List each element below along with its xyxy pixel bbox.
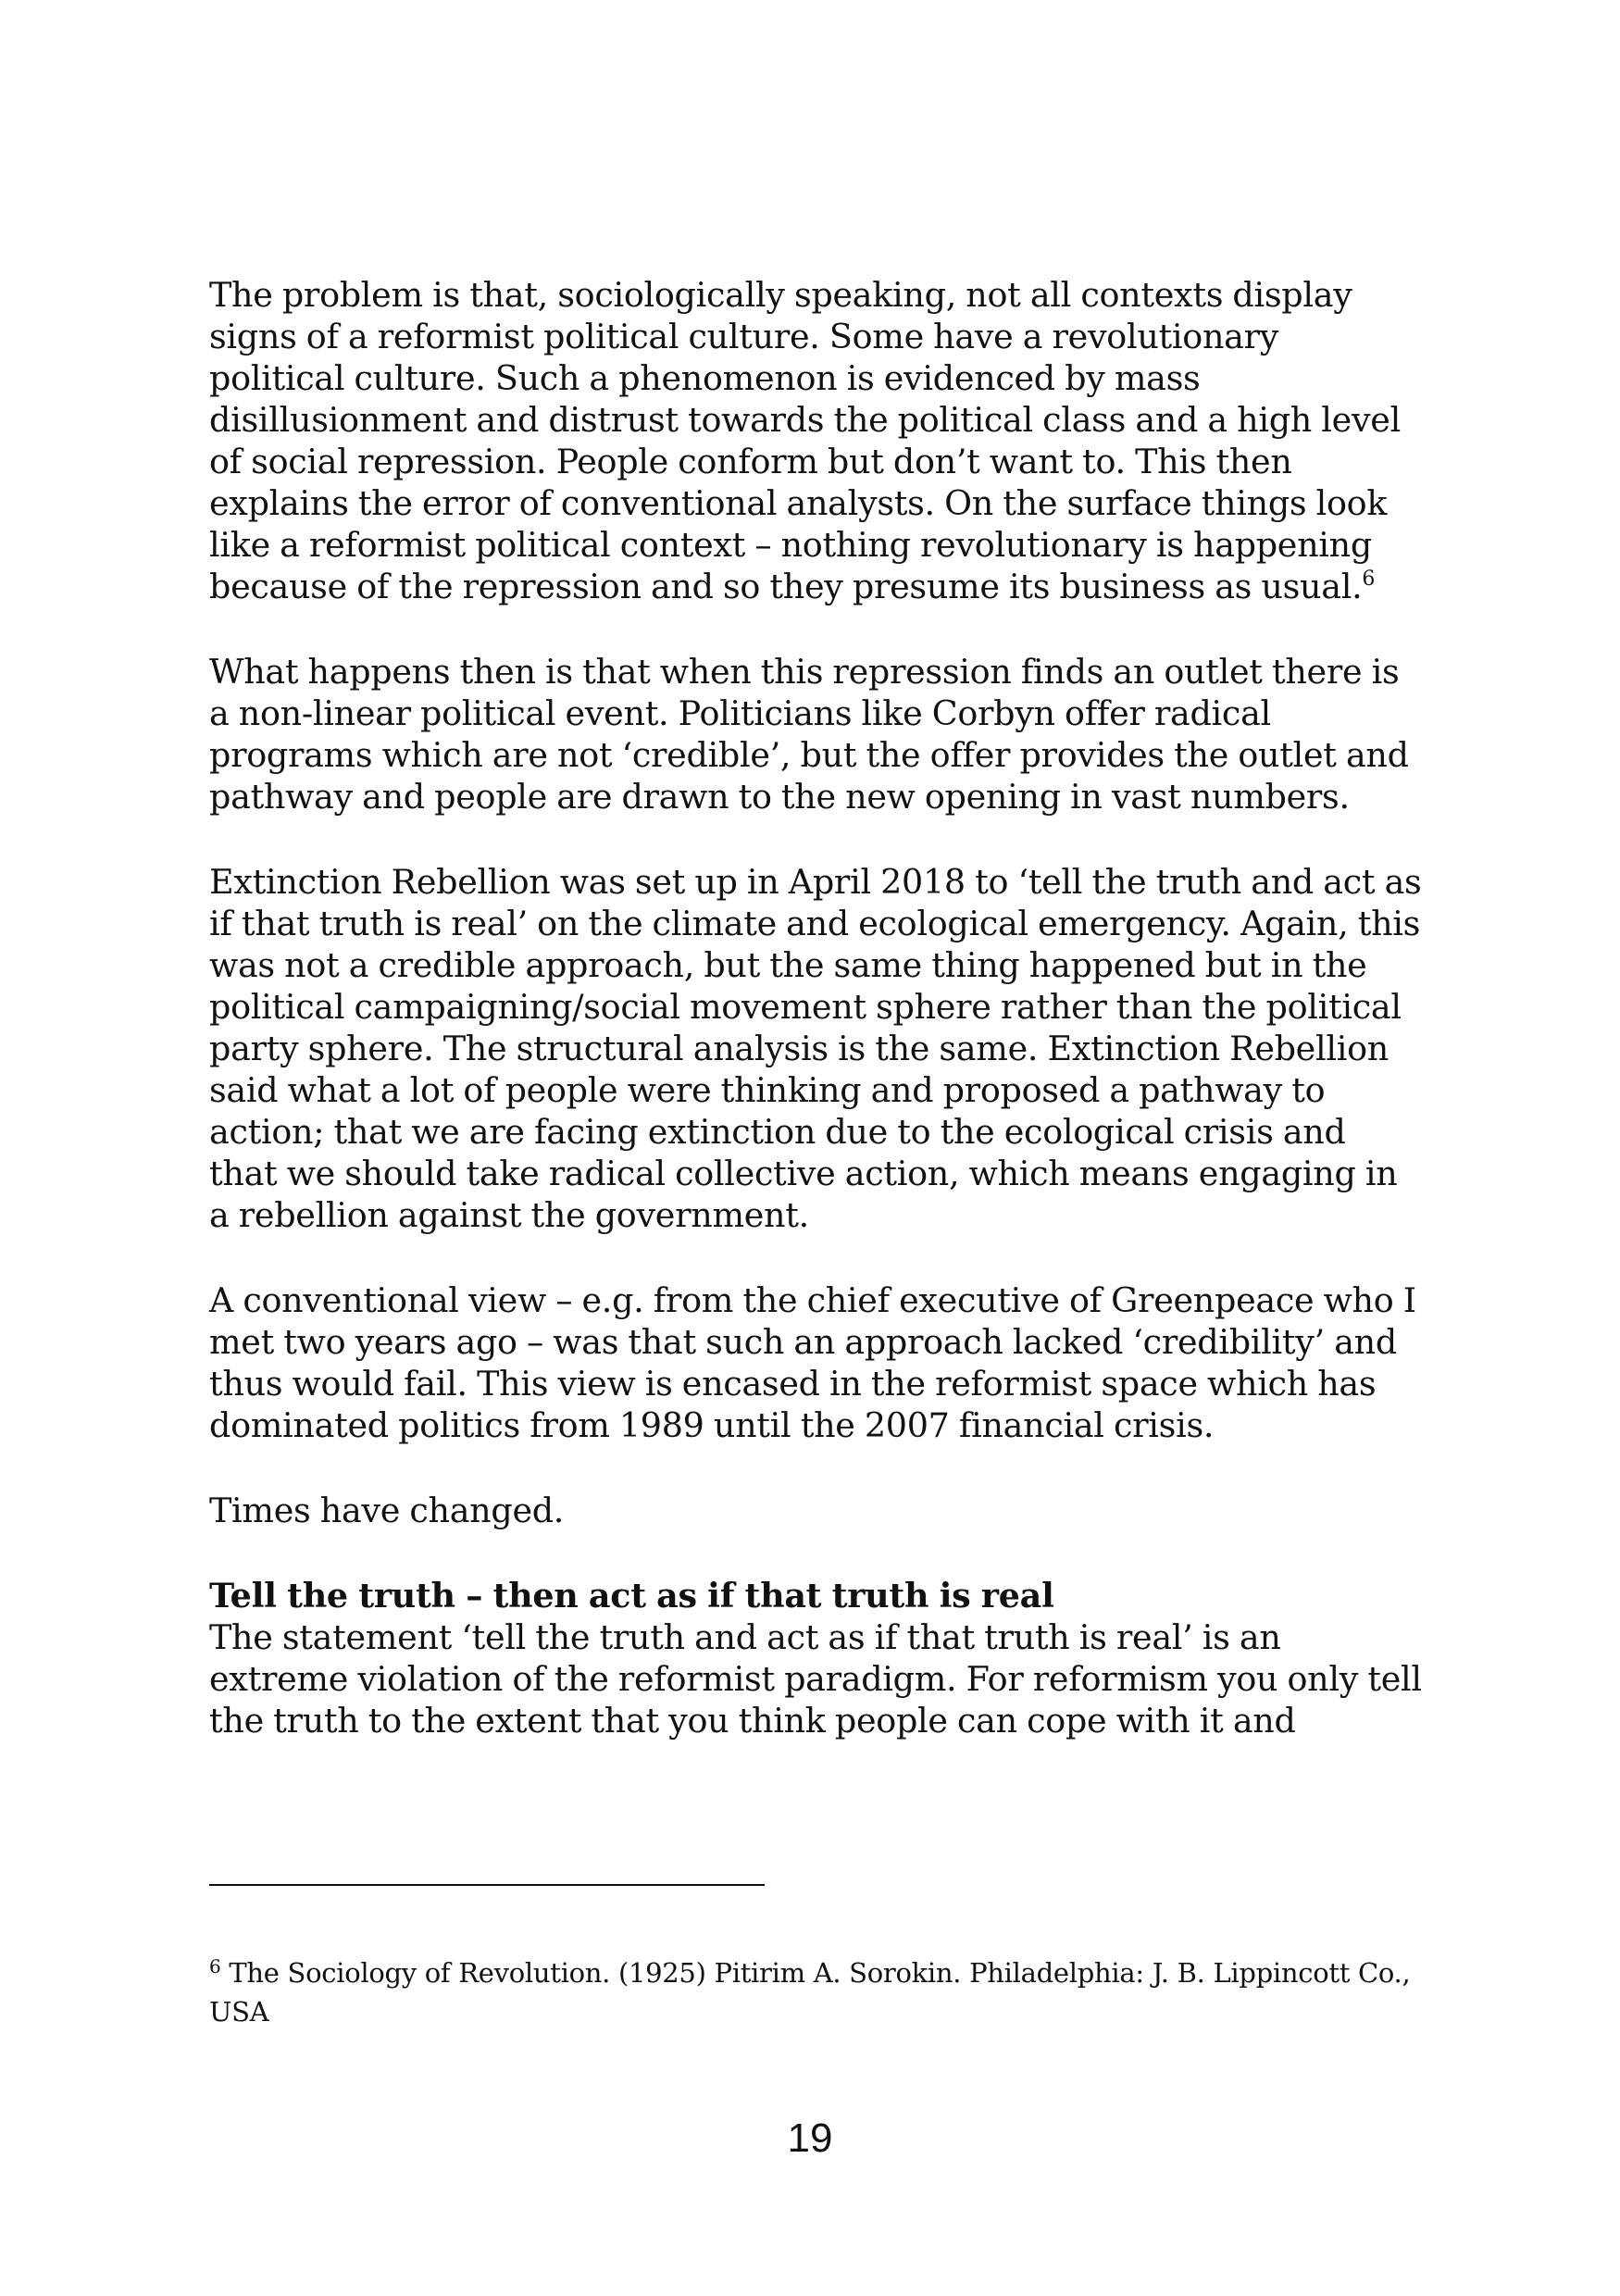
paragraph-6: The statement ‘tell the truth and act as if that truth is real’ is an extreme violation of the reformist paradigm. For reformism you only tell the truth to the extent that you think people can cope with it and (209, 1617, 1422, 1741)
paragraph-3: Extinction Rebellion was set up in April 2018 to ‘tell the truth and act as if that truth is real’ on the climate and ecological emergency. Again, this was not a credible approach, but the same thing happened but in the political campaigning/social movement sphere rather than the political party sphere. The structural analysis is the same. Extinction Rebellion said what a lot of people were thinking and proposed a pathway to action; that we are facing extinction due to the ecological crisis and that we should take radical collective action, which means engaging in a rebellion against the government. (209, 862, 1422, 1235)
paragraph-5: Times have changed. (209, 1491, 565, 1530)
footnote (209, 1947, 1422, 2031)
body-text (209, 274, 1422, 1741)
paragraph-1 (209, 274, 1422, 607)
section-heading: Tell the truth – then act as if that truth is real (209, 1576, 1054, 1616)
paragraph-1-text: The problem is that, sociologically speaking, not all contexts display signs of a reformist political culture. Some have a revolutionary political culture. Such a phenomenon is evidenced by mass disillusionment and distrust towards the political class and a high level of social repression. People conform but don’t want to. This then explains the error of conventional analysts. On the surface things look like a reformist political context – nothing revolutionary is happening because of the repression and so they presume its business as usual. (209, 275, 1401, 606)
footnote-number: 6 (209, 1955, 221, 1978)
page-number: 19 (787, 2115, 833, 2161)
footnote-reference[interactable]: 6 (1362, 568, 1376, 591)
paragraph-4: A conventional view – e.g. from the chief executive of Greenpeace who I met two years ago – was that such an approach lacked ‘credibility’ and thus would fail. This view is encased in the reformist space which has dominated politics from 1989 until the 2007 financial crisis. (209, 1280, 1416, 1445)
footnote-text: The Sociology of Revolution. (1925) Pitirim A. Sorokin. Philadelphia: J. B. Lippincott Co., USA (209, 1957, 1411, 2028)
footnote-separator (209, 1884, 765, 1886)
paragraph-2: What happens then is that when this repression finds an outlet there is a non-linear political event. Politicians like Corbyn offer radical programs which are not ‘credible’, but the offer provides the outlet and pathway and people are drawn to the new opening in vast numbers. (209, 652, 1409, 817)
